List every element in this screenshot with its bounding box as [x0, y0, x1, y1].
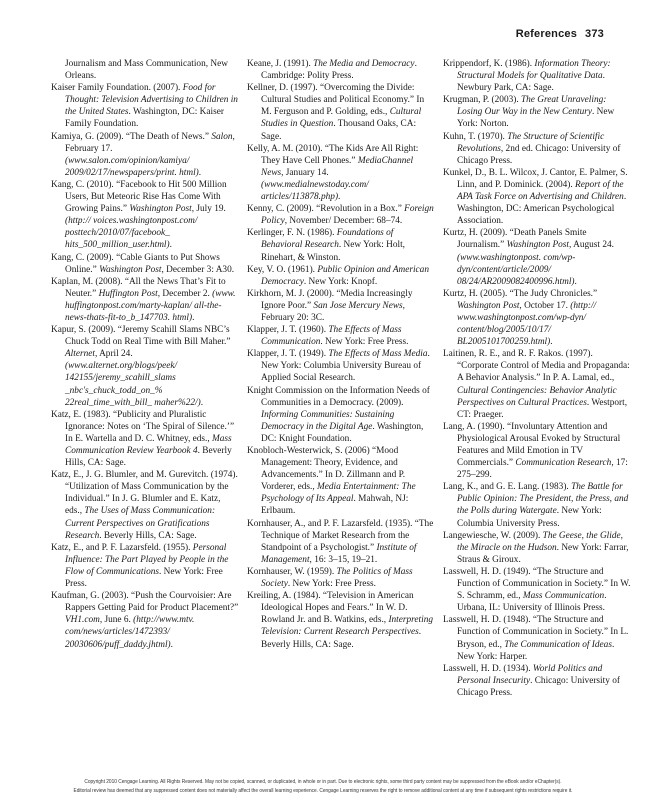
reference-text: Lasswell, H. D. (1934).: [443, 663, 533, 674]
reference-text: , February 20: 3C.: [261, 300, 405, 323]
reference-entry: [247, 82, 435, 142]
reference-title: Foreign Policy: [261, 204, 434, 227]
reference-text: , August 24.: [569, 240, 614, 251]
reference-text: . Beverly Hills, CA: Sage.: [65, 446, 232, 469]
reference-entry: [247, 566, 435, 590]
reference-title: (http:// www.washingtonpost.com/wp-dyn/ content/blog/2005/10/17/ BL2005101700259.html): [457, 300, 597, 348]
reference-entry: [247, 264, 435, 288]
reference-title: The Battle for Public Opinion: The President, the Press, and the Polls during Watergate: [457, 482, 629, 517]
reference-title: (www. huffingtonpost.com/marty-kaplan/ all-the-news-thats-fit-to_b_147703. html): [65, 288, 236, 323]
reference-text: . Newbury Park, CA: Sage.: [457, 71, 605, 94]
reference-title: Mass Communication Review Yearbook 4: [65, 433, 232, 456]
reference-text: .: [200, 397, 204, 408]
reference-title: Information Theory: Structural Models for Qualitative Data: [457, 59, 611, 82]
reference-text: , 16: 3–15, 19–21.: [309, 554, 378, 565]
reference-text: Kang, C. (2010). “Facebook to Hit 500 Million Users, But Meteoric Rise Has Come With Growing Pains.”: [51, 179, 227, 215]
reference-entry: [247, 143, 435, 203]
reference-title: Personal Influence: The Part Played by People in the Flow of Communications: [65, 542, 229, 577]
editorial-notice: Editorial review has deemed that any suppressed content does not materially affect the overall learning experience. Cengage Learning reserves the right to remove additional content at any time if subsequent rights restrictions require it.: [73, 788, 573, 794]
reference-text: , November/ December: 68–74.: [284, 216, 403, 227]
reference-text: , July 19.: [191, 204, 226, 215]
reference-title: VH1.com: [65, 615, 100, 626]
reference-title: San Jose Mercury News: [313, 300, 403, 311]
reference-text: .: [338, 192, 341, 203]
reference-title: The Geese, the Glide, the Miracle on the Hudson: [457, 530, 623, 553]
reference-text: . New York: Free Press.: [65, 566, 223, 590]
reference-text: . New York: Knopf.: [303, 276, 378, 287]
reference-title: Media Entertainment: The Psychology of Its Appeal: [261, 482, 416, 505]
reference-text: .: [198, 167, 202, 178]
reference-text: , February 17.: [65, 131, 235, 154]
reference-text: Krippendorf, K. (1986).: [443, 59, 535, 69]
reference-title: Cultural Studies in Question: [261, 107, 422, 130]
reference-text: Katz, E., J. G. Blumler, and M. Gurevitch. (1974). “Utilization of Mass Communication by the Individual.” In J. G. Blumler and E. Katz, eds.,: [51, 470, 238, 517]
reference-text: . New York: Farrar, Straus & Giroux.: [457, 542, 629, 565]
reference-text: , June 6.: [99, 615, 134, 626]
reference-entry: [443, 227, 633, 287]
reference-title: Mass Communication: [522, 591, 605, 602]
reference-text: .: [192, 312, 195, 323]
reference-title: The Uses of Mass Communication: Current Perspectives on Gratifications Research: [65, 506, 216, 541]
reference-title: (www.salon.com/opinion/kamiya/ 2009/02/17/newspapers/print. html): [65, 155, 199, 178]
reference-entry: [443, 421, 633, 481]
reference-title: Cultural Contingencies: Behavior Analytic Perspectives on Cultural Practices: [457, 385, 617, 408]
reference-text: . New York: Columbia University Bureau of Applied Social Research.: [261, 349, 430, 384]
reference-text: . Washington, DC: American Psychological Association.: [457, 192, 627, 227]
reference-entry: [443, 530, 633, 566]
reference-text: Lasswell, H. D. (1949). “The Structure and Function of Communication in Society.” In W. S. Schramm, ed.,: [443, 566, 631, 602]
reference-text: Kamiya, G. (2009). “The Death of News.”: [51, 131, 212, 142]
reference-text: , 17: 275–299.: [457, 458, 628, 481]
reference-title: The Great Unraveling: Losing Our Way in the New Century: [457, 95, 607, 118]
reference-text: Kornhauser, A., and P. F. Lazarsfeld. (1935). “The Technique of Market Research from the Standpoint of a Psychologist.”: [247, 518, 434, 553]
reference-text: .: [170, 639, 173, 650]
reference-column-2: [247, 58, 435, 651]
reference-title: Public Opinion and American Democracy: [261, 264, 429, 287]
reference-title: The Effects of Mass Media: [328, 349, 428, 360]
reference-column-3: [443, 58, 633, 699]
reference-entry: [247, 203, 435, 227]
reference-text: Kuhn, T. (1970).: [443, 131, 508, 142]
reference-title: (www.washingtonpost. com/wp-dyn/content/article/2009/ 08/24/AR2009082400996.html): [457, 252, 576, 287]
reference-text: .: [550, 337, 553, 348]
reference-entry: [443, 288, 633, 348]
reference-entry: [443, 58, 633, 94]
reference-text: . Washington, DC: Knight Foundation.: [261, 421, 424, 444]
reference-title: Report of the APA Task Force on Advertising and Children: [457, 179, 624, 203]
reference-entry: [51, 252, 239, 276]
reference-text: Klapper, J. T. (1960).: [247, 325, 329, 336]
reference-entry: [247, 288, 435, 324]
reference-entry: [247, 324, 435, 348]
reference-text: Kaufman, G. (2003). “Push the Courvoisier: Are Rappers Getting Paid for Product Placement?”: [51, 591, 239, 614]
reference-entry: [51, 590, 239, 650]
reference-text: Kaiser Family Foundation. (2007).: [51, 83, 183, 94]
reference-title: (http://www.mtv. com/news/articles/1472393/ 20030606/puff_daddy.jhtml): [65, 615, 195, 650]
reference-text: Kenny, C. (2009). “Revolution in a Box.”: [247, 204, 405, 215]
reference-text: , December 3: A30.: [161, 264, 235, 275]
reference-title: The Communication of Ideas: [504, 639, 612, 650]
reference-entry: [247, 227, 435, 263]
reference-entry: [443, 131, 633, 167]
reference-text: . Urbana, IL: University of Illinois Press.: [457, 591, 607, 614]
reference-entry: [443, 94, 633, 130]
running-header: [0, 28, 646, 48]
reference-title: (www.alternet.org/blogs/peek/ 142155/jeremy_scahill_slams _nbc's_chuck_todd_on_% 22real_time_with_bill_ maher%22/): [65, 361, 201, 408]
reference-text: . Beverly Hills, CA: Sage.: [261, 627, 422, 650]
reference-title: Foundations of Behavioral Research: [261, 228, 394, 251]
reference-entry: [443, 663, 633, 699]
reference-entry: [443, 481, 633, 529]
reference-title: Food for Thought: Television Advertising to Children in the United States: [65, 83, 238, 118]
reference-text: Kurtz, H. (2005). “The Judy Chronicles.”: [443, 288, 598, 299]
reference-column-1: [51, 58, 239, 651]
reference-entry: [443, 348, 633, 421]
reference-title: Alternet: [65, 349, 95, 360]
reference-text: Kang, C. (2009). “Cable Giants to Put Shows Online.”: [51, 252, 220, 275]
reference-entry: [443, 566, 633, 614]
reference-title: Huffington Post: [98, 288, 158, 299]
reference-text: . New York: Free Press.: [320, 337, 409, 348]
reference-text: . Mahwah, NJ: Erlbaum.: [261, 494, 409, 517]
reference-title: The Media and Democracy: [313, 59, 415, 69]
reference-text: . New York: Harper.: [457, 639, 615, 662]
reference-text: . Thousand Oaks, CA: Sage.: [261, 119, 417, 142]
reference-text: Kunkel, D., B. L. Wilcox, J. Cantor, E. Palmer, S. Linn, and P. Dominick. (2004).: [443, 167, 628, 190]
reference-title: Institute of Management: [261, 542, 417, 565]
reference-text: Katz, E. (1983). “Publicity and Pluralistic Ignorance: Notes on ‘The Spiral of Silence.’” In E. Wartella and D. C. Whitney, eds.,: [51, 409, 235, 444]
copyright-notice: Copyright 2010 Cengage Learning. All Rights Reserved. May not be copied, scanned, or duplicated, in whole or in part. Due to electronic rights, some third party content may be suppressed from the eBook and/or eChapter(s).: [84, 779, 562, 785]
reference-text: Knobloch-Westerwick, S. (2006) “Mood Management: Theory, Evidence, and Advancements.” In D. Zillmann and P. Vorderer, eds.,: [247, 446, 406, 493]
reference-entry: [51, 409, 239, 469]
reference-entry: [247, 58, 435, 82]
reference-entry: [51, 469, 239, 542]
reference-text: Langewiesche, W. (2009).: [443, 530, 543, 541]
reference-text: Knight Commission on the Information Needs of Communities in a Democracy. (2009).: [247, 385, 430, 408]
section-title: References: [515, 28, 578, 40]
reference-text: . New York: Holt, Rinehart, & Winston.: [261, 240, 406, 263]
reference-entry: [443, 167, 633, 227]
reference-text: Kerlinger, F. N. (1986).: [247, 228, 337, 239]
reference-text: Journalism and Mass Communication, New Orleans.: [65, 59, 228, 82]
reference-title: The Structure of Scientific Revolutions: [457, 131, 605, 154]
reference-text: Katz, E., and P. F. Lazarsfeld. (1955).: [51, 542, 193, 553]
reference-entry: [51, 324, 239, 409]
page-number: 373: [585, 28, 604, 40]
reference-title: (http:// voices.washingtonpost.com/ posttech/2010/07/facebook_ hits_500_million_user.html): [65, 216, 198, 251]
reference-entry: [247, 590, 435, 650]
reference-text: Lang, K., and G. E. Lang. (1983).: [443, 482, 572, 493]
reference-title: Washington Post: [129, 204, 192, 215]
reference-text: . New York: Columbia University Press.: [457, 506, 602, 529]
running-head-title: [516, 28, 604, 40]
reference-text: . New York: Norton.: [457, 107, 615, 130]
reference-title: Washington Post: [506, 240, 569, 251]
reference-entry: [51, 179, 239, 252]
reference-title: (www.medialnewstoday.com/ articles/113878.php): [261, 179, 369, 203]
reference-text: Key, V. O. (1961).: [247, 264, 318, 275]
reference-title: World Politics and Personal Insecurity: [457, 663, 603, 686]
reference-text: Lasswell, H. D. (1948). “The Structure and Function of Communication in Society.” In L. Bryson, ed.,: [443, 615, 629, 650]
reference-text: Klapper, J. T. (1949).: [247, 349, 329, 360]
reference-title: Interpreting Television: Current Research Perspectives: [261, 615, 434, 638]
reference-title: Washington Post: [457, 300, 520, 311]
reference-text: Kapur, S. (2009). “Jeremy Scahill Slams NBC’s Chuck Todd on Real Time with Bill Maher.”: [51, 325, 231, 348]
reference-text: , January 14.: [281, 167, 329, 178]
reference-text: , 2nd ed. Chicago: University of Chicago Press.: [457, 143, 621, 166]
reference-entry: [443, 614, 633, 662]
reference-entry: [51, 276, 239, 324]
reference-title: Washington Post: [99, 264, 162, 275]
reference-entry: [247, 518, 435, 566]
reference-text: Krugman, P. (2003).: [443, 95, 521, 106]
reference-text: . Westport, CT: Praeger.: [457, 397, 628, 420]
reference-text: Laitinen, R. E., and R. F. Rakos. (1997). “Corporate Control of Media and Propaganda: A Behavior Analysis.” In P. A. Lamal, ed.,: [443, 349, 630, 384]
reference-text: .: [574, 276, 577, 287]
reference-title: The Effects of Mass Communication: [261, 325, 402, 348]
reference-title: Communication Research: [515, 458, 612, 469]
reference-text: . Cambridge: Polity Press.: [261, 59, 417, 82]
reference-text: Kirkhorn, M. J. (2000). “Media Increasingly Ignore Poor.”: [247, 288, 413, 311]
reference-title: Informing Communities: Sustaining Democracy in the Digital Age: [261, 409, 395, 432]
reference-text: , October 17.: [519, 300, 571, 311]
reference-entry-continuation: [51, 58, 239, 82]
reference-entry: [247, 348, 435, 384]
reference-entry: [51, 82, 239, 130]
reference-text: Kelly, A. M. (2010). “The Kids Are All Right: They Have Cell Phones.”: [247, 143, 419, 166]
reference-text: Keane, J. (1991).: [247, 59, 314, 69]
reference-entry: [247, 445, 435, 518]
reference-text: , April 24.: [94, 349, 133, 360]
reference-text: . Washington, DC: Kaiser Family Foundation.: [65, 107, 224, 130]
reference-text: Kornhauser, W. (1959).: [247, 566, 337, 577]
reference-title: MediaChannel News: [261, 155, 414, 178]
reference-entry: [51, 131, 239, 179]
reference-entry: [247, 385, 435, 445]
reference-text: . New York: Free Press.: [287, 579, 376, 590]
reference-text: Kreiling, A. (1984). “Television in American Ideological Hopes and Fears.” In W. D. Rowland Jr. and B. Watkins, eds.,: [247, 591, 414, 626]
reference-title: Salon: [211, 131, 233, 142]
reference-text: Lang, A. (1990). “Involuntary Attention and Physiological Arousal Evoked by Structural Features and Mild Emotion in TV Commercials.”: [443, 421, 621, 469]
reference-text: Kellner, D. (1997). “Overcoming the Divide: Cultural Studies and Political Economy.” In M. Ferguson and P. Golding, eds.,: [247, 83, 425, 118]
reference-text: Kurtz, H. (2009). “Death Panels Smite Journalism.”: [443, 228, 587, 251]
reference-entry: [51, 542, 239, 590]
reference-text: . Chicago: University of Chicago Press.: [457, 675, 620, 698]
reference-text: Kaplan, M. (2008). “All the News That’s Fit to Neuter.”: [51, 276, 226, 299]
reference-text: , December 2.: [157, 288, 213, 299]
reference-text: . Beverly Hills, CA: Sage.: [99, 530, 197, 541]
reference-title: The Politics of Mass Society: [261, 566, 413, 590]
reference-text: .: [169, 240, 172, 251]
